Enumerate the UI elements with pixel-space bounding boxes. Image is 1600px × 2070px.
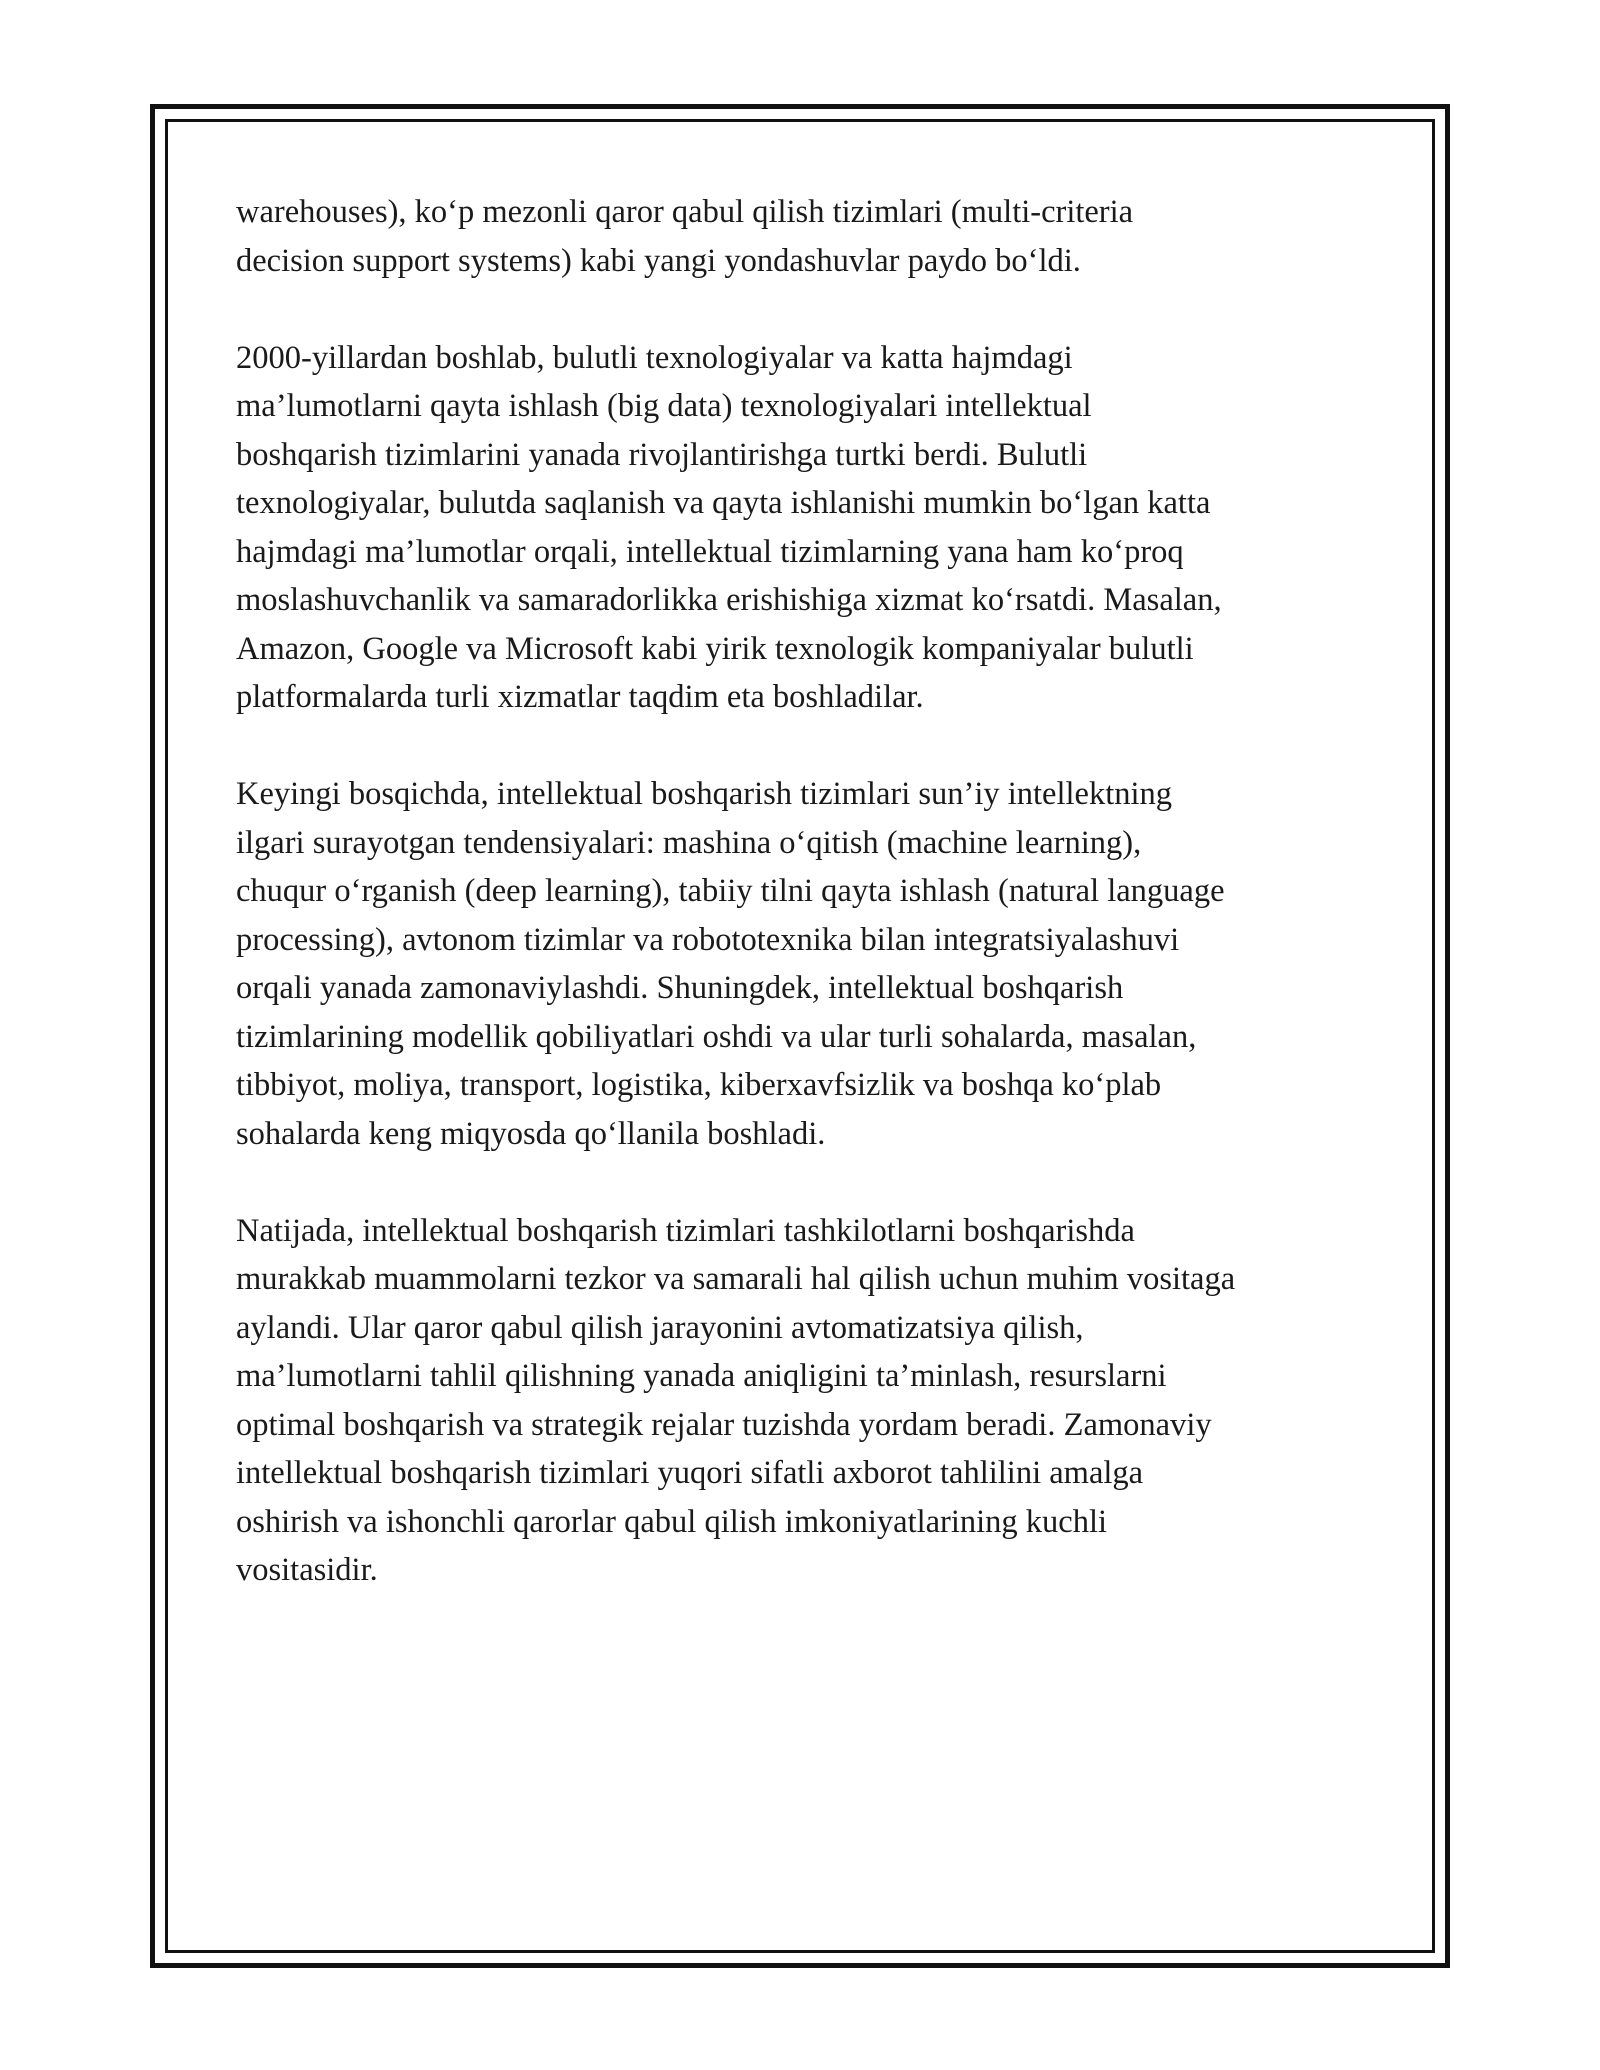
document-body bbox=[236, 188, 1386, 1643]
text-line: murakkab muammolarni tezkor va samarali hal qilish uchun muhim vositaga bbox=[236, 1261, 1236, 1297]
text-line: Keyingi bosqichda, intellektual boshqarish tizimlari sun’iy intellektning bbox=[236, 776, 1173, 812]
text-line: texnologiyalar, bulutda saqlanish va qayta ishlanishi mumkin bo‘lgan katta bbox=[236, 485, 1211, 521]
text-line: ilgari surayotgan tendensiyalari: mashina o‘qitish (machine learning), bbox=[236, 824, 1142, 861]
text-line: vositasidir. bbox=[236, 1552, 378, 1588]
text-line: warehouses), ko‘p mezonli qaror qabul qilish tizimlari (multi-criteria bbox=[236, 194, 1134, 230]
paragraph-1 bbox=[236, 188, 1386, 285]
text-line: aylandi. Ular qaror qabul qilish jarayonini avtomatizatsiya qilish, bbox=[236, 1309, 1084, 1346]
text-line: ma’lumotlarni qayta ishlash (big data) texnologiyalari intellektual bbox=[236, 388, 1092, 424]
text-line: hajmdagi ma’lumotlar orqali, intellektual tizimlarning yana ham ko‘proq bbox=[236, 533, 1184, 570]
text-line: Amazon, Google va Microsoft kabi yirik texnologik kompaniyalar bulutli bbox=[236, 630, 1194, 667]
text-line: Natijada, intellektual boshqarish tizimlari tashkilotlarni boshqarishda bbox=[236, 1212, 1135, 1249]
text-line: optimal boshqarish va strategik rejalar tuzishda yordam beradi. Zamonaviy bbox=[236, 1406, 1212, 1443]
text-line: 2000-yillardan boshlab, bulutli texnologiyalar va katta hajmdagi bbox=[236, 339, 1073, 376]
text-line: decision support systems) kabi yangi yondashuvlar paydo bo‘ldi. bbox=[236, 242, 1081, 279]
text-line: intellektual boshqarish tizimlari yuqori sifatli axborot tahlilini amalga bbox=[236, 1455, 1144, 1491]
text-line: processing), avtonom tizimlar va robototexnika bilan integratsiyalashuvi bbox=[236, 921, 1180, 958]
text-line: tibbiyot, moliya, transport, logistika, kiberxavfsizlik va boshqa ko‘plab bbox=[236, 1067, 1162, 1103]
text-line: chuqur o‘rganish (deep learning), tabiiy tilni qayta ishlash (natural language bbox=[236, 873, 1225, 909]
text-line: tizimlarining modellik qobiliyatlari oshdi va ular turli sohalarda, masalan, bbox=[236, 1018, 1197, 1055]
text-line: moslashuvchanlik va samaradorlikka erishishiga xizmat ko‘rsatdi. Masalan, bbox=[236, 582, 1222, 618]
text-line: orqali yanada zamonaviylashdi. Shuningdek, intellektual boshqarish bbox=[236, 970, 1124, 1006]
text-line: oshirish va ishonchli qarorlar qabul qilish imkoniyatlarining kuchli bbox=[236, 1503, 1108, 1540]
paragraph-4 bbox=[236, 1207, 1386, 1595]
text-line: platformalarda turli xizmatlar taqdim eta boshladilar. bbox=[236, 679, 924, 715]
paragraph-2 bbox=[236, 334, 1386, 722]
text-line: sohalarda keng miqyosda qo‘llanila boshladi. bbox=[236, 1115, 826, 1152]
text-line: ma’lumotlarni tahlil qilishning yanada aniqligini ta’minlash, resurslarni bbox=[236, 1358, 1167, 1394]
paragraph-3 bbox=[236, 770, 1386, 1158]
text-line: boshqarish tizimlarini yanada rivojlantirishga turtki berdi. Bulutli bbox=[236, 436, 1088, 473]
